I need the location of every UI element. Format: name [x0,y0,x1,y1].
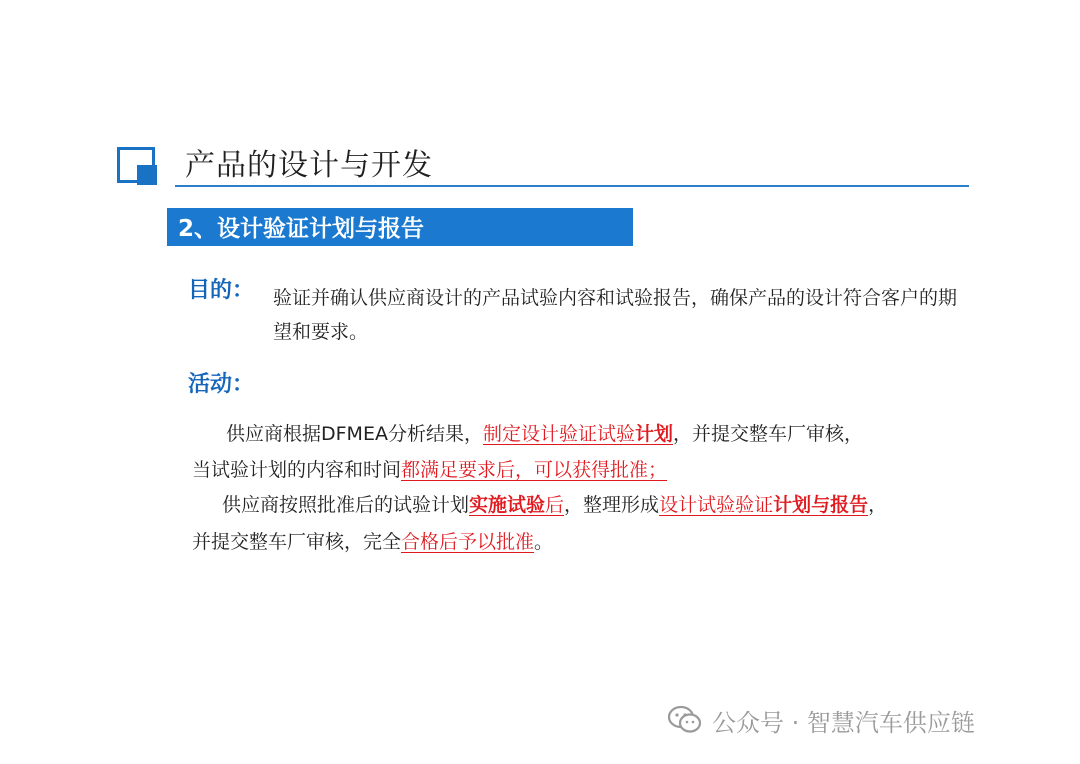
activity-text: ，并提交整车厂审核， [673,423,864,445]
section-logo-icon [117,147,159,187]
activity-text: ， [868,494,888,516]
highlight-text-bold: 计划 [634,423,673,445]
activity-text: 并提交整车厂审核，完全 [192,531,402,553]
activity-text: 供应商根据DFMEA分析结果， [226,423,483,445]
purpose-label: 目的： [188,278,255,303]
highlight-text-bold: 计划与报告 [773,494,869,516]
wechat-icon [668,706,702,734]
section-title: 2、设计验证计划与报告 [178,216,425,242]
activity-paragraph-3 [222,488,887,522]
activity-text: 。 [534,531,554,553]
activity-text: ，整理形成 [564,494,660,516]
activity-paragraph-2 [192,453,667,487]
activity-text: 当试验计划的内容和时间 [192,459,402,481]
highlight-text: 后 [545,494,565,516]
highlight-text: 设计试验验证 [659,494,774,516]
watermark [668,703,975,737]
activity-text: 供应商按照批准后的试验计划 [222,494,470,516]
watermark-text: 公众号 · 智慧汽车供应链 [712,708,975,737]
activity-paragraph-4 [192,525,553,559]
activities-label: 活动： [188,372,255,397]
highlight-text-bold: 实施试验 [469,494,546,516]
page-title: 产品的设计与开发 [185,148,433,183]
purpose-text: 验证并确认供应商设计的产品试验内容和试验报告，确保产品的设计符合客户的期望和要求。 [273,287,958,343]
activity-paragraph-1 [226,417,863,451]
title-divider [175,185,969,187]
highlight-text: 制定设计验证试验 [482,423,635,445]
highlight-text: 都满足要求后，可以获得批准； [401,459,668,481]
highlight-text: 合格后予以批准 [401,531,535,553]
